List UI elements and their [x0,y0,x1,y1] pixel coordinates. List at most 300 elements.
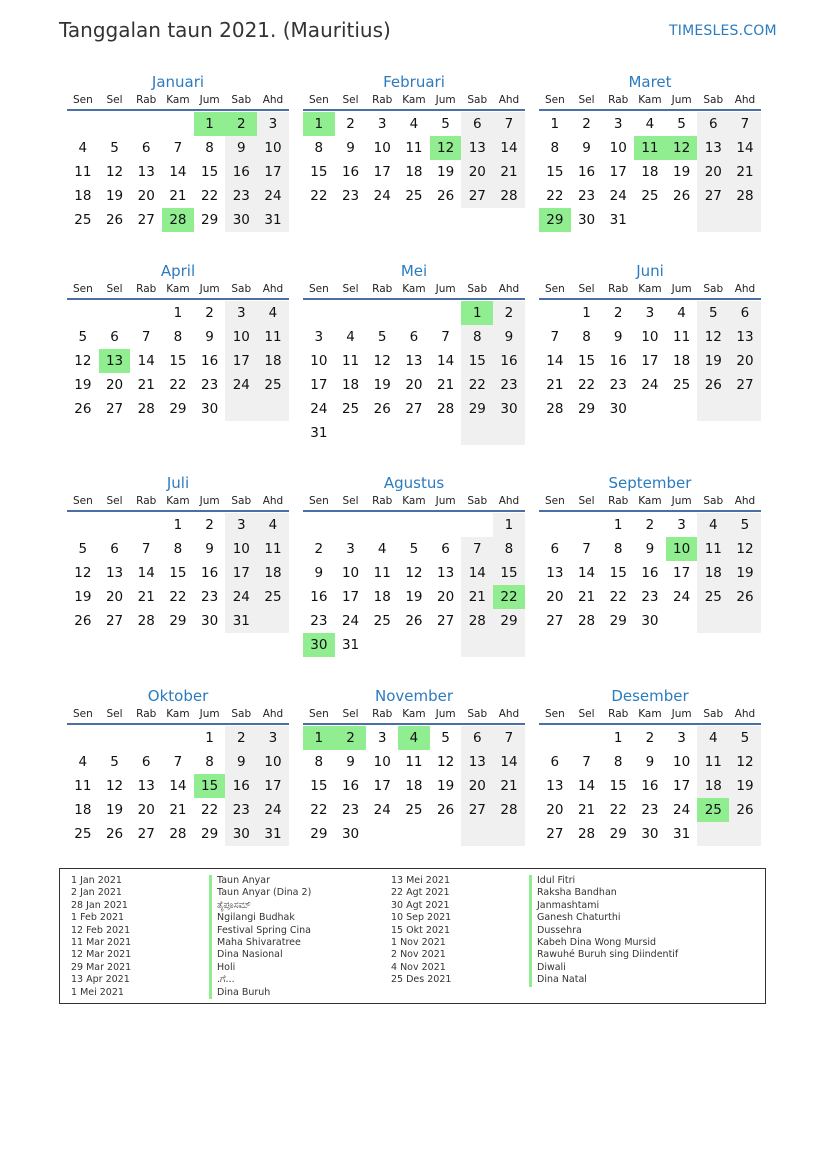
calendar-day: 6 [441,541,450,557]
calendar-day: 7 [173,140,183,156]
calendar-day: 25 [341,401,360,417]
calendar-day: 25 [405,802,423,818]
calendar-day: 16 [225,774,257,798]
calendar-day: 12 [105,778,124,794]
calendar-day: 9 [613,329,623,345]
calendar-day: 29 [201,826,219,842]
month-name: Februari [383,73,445,91]
calendar-day: 22 [310,802,328,818]
weekday-label: Sen [544,495,565,507]
calendar-day: 4 [377,541,387,557]
calendar-day: 7 [141,541,151,557]
empty-day-cell [461,513,493,537]
month-november [303,686,525,846]
weekday-label: Jum [671,708,692,720]
calendar-day: 10 [257,750,289,774]
weekday-label: Sen [72,495,93,507]
calendar-day: 23 [609,377,627,393]
calendar-day: 22 [577,377,596,393]
empty-day-cell [130,513,162,537]
empty-day-cell [303,513,335,537]
weekday-label: Sen [544,283,565,295]
calendar-day: 28 [137,401,155,417]
weekday-label: Sel [106,708,123,720]
weekday-label: Rab [372,94,393,106]
weekday-label: Ahd [734,708,756,720]
calendar-day: 18 [405,778,423,794]
calendar-day: 21 [137,589,155,605]
calendar-day: 28 [729,184,761,208]
calendar-day: 26 [729,798,761,822]
calendar-day: 2 [346,116,355,132]
weekday-header [303,283,525,300]
month-desember [539,686,761,846]
brand-link[interactable]: TIMESLES.COM [669,23,777,39]
weekday-label: Rab [136,94,157,106]
month-name: Maret [628,73,672,91]
calendar-day: 2 [582,116,591,132]
calendar-day: 6 [409,329,419,345]
weekday-label: Kam [638,708,662,720]
calendar-day: 4 [697,513,729,537]
calendar-day: 27 [729,373,761,397]
weekday-label: Jum [199,283,220,295]
empty-day-cell [430,822,462,846]
calendar-day: 29 [201,212,219,228]
weekday-label: Sen [544,94,565,106]
calendar-day: 7 [441,329,450,345]
calendar-day: 31 [257,208,289,232]
calendar-day: 30 [201,613,219,629]
empty-day-cell [697,397,729,421]
calendar-day: 24 [373,188,391,204]
calendar-day: 31 [257,822,289,846]
weekday-header [303,495,525,512]
calendar-day: 17 [257,774,289,798]
empty-day-cell [335,513,367,537]
calendar-day: 22 [546,188,564,204]
weekday-label: Jum [435,283,456,295]
calendar-day: 11 [74,778,92,794]
calendar-day: 24 [257,184,289,208]
weekday-label: Sab [703,283,724,295]
month-name: Januari [151,73,205,91]
empty-day-cell [666,397,698,421]
calendar-day: 13 [546,565,564,581]
calendar-day: 25 [673,377,691,393]
legend-holiday-name: Idul Fitri [529,875,678,887]
empty-day-cell [257,609,289,633]
calendar-day: 14 [437,353,455,369]
weekday-label: Sel [342,94,359,106]
calendar-day: 20 [137,188,155,204]
calendar-day: 23 [341,802,360,818]
month-name: April [160,262,196,280]
legend-holiday-name: Raksha Bandhan [529,887,678,899]
calendar-day: 5 [441,116,450,132]
calendar-day: 10 [341,565,360,581]
calendar-day: 25 [74,826,92,842]
calendar-day: 24 [225,585,257,609]
month-september [539,473,761,633]
calendar-day: 29 [577,401,596,417]
empty-day-cell [99,513,131,537]
empty-day-cell [67,301,99,325]
calendar-day: 26 [74,613,92,629]
calendar-day: 26 [74,401,92,417]
legend-date: 12 Mar 2021 [71,949,132,961]
calendar-day: 11 [257,325,289,349]
calendar-day: 22 [169,589,187,605]
empty-day-cell [666,609,698,633]
calendar-day: 21 [577,802,596,818]
weekday-label: Rab [136,708,157,720]
calendar-day: 18 [405,164,423,180]
calendar-day: 5 [409,541,419,557]
calendar-day: 7 [729,112,761,136]
calendar-day: 24 [341,613,360,629]
legend-holiday-name: Rawuhé Buruh sing Diindentif [529,949,678,961]
legend-holiday-name: Festival Spring Cina [209,925,311,937]
empty-day-cell [303,301,335,325]
calendar-day: 2 [493,301,525,325]
calendar-day: 8 [173,541,183,557]
calendar-day: 18 [341,377,360,393]
empty-day-cell [99,112,131,136]
calendar-day: 26 [437,802,455,818]
legend-holiday-name: Kabeh Dina Wong Mursid [529,937,678,949]
calendar-day: 18 [697,774,729,798]
month-mei [303,261,525,445]
empty-day-cell [729,208,761,232]
calendar-day: 24 [609,188,627,204]
empty-day-cell [335,421,367,445]
calendar-day: 15 [169,565,187,581]
weekday-label: Kam [638,94,662,106]
calendar-day: 16 [201,353,219,369]
calendar-day: 21 [169,188,187,204]
weekday-label: Kam [166,94,190,106]
page-title: Tanggalan taun 2021. (Mauritius) [59,18,391,42]
calendar-day: 25 [257,373,289,397]
calendar-day: 8 [493,537,525,561]
calendar-day: 29 [609,826,627,842]
empty-day-cell [366,421,398,445]
calendar-day: 4 [346,329,355,345]
calendar-day: 9 [205,329,214,345]
month-name: September [608,474,692,492]
month-juni [539,261,761,421]
weekday-label: Jum [435,94,456,106]
weekday-label: Kam [638,495,662,507]
weekday-label: Rab [608,283,629,295]
legend-holiday-name: ತೈಪೂಸಮ್ [209,900,311,912]
calendar-day: 2 [645,517,655,533]
calendar-day: 23 [225,184,257,208]
calendar-day: 3 [377,730,387,746]
calendar-day: 22 [201,188,219,204]
calendar-day: 20 [461,774,493,798]
calendar-day: 31 [341,637,360,653]
legend-date: 30 Agt 2021 [391,899,450,911]
empty-day-cell [257,397,289,421]
calendar-day: 25 [74,212,92,228]
calendar-day: 12 [105,164,124,180]
empty-day-cell [67,726,99,750]
day-grid [303,112,525,208]
calendar-day: 30 [641,613,659,629]
calendar-day: 9 [314,565,324,581]
calendar-day: 13 [105,565,124,581]
calendar-day: 24 [673,802,691,818]
weekday-label: Sab [703,94,724,106]
calendar-day: 11 [373,565,391,581]
calendar-day: 25 [405,188,423,204]
calendar-day: 21 [729,160,761,184]
calendar-day: 2 [335,726,367,750]
month-maret [539,72,761,232]
legend-date: 11 Mar 2021 [71,936,132,948]
legend-date: 28 Jan 2021 [71,899,128,911]
weekday-header [539,283,761,300]
calendar-day: 17 [609,164,627,180]
weekday-label: Sab [467,283,488,295]
calendar-day: 2 [314,541,324,557]
month-name: Juli [166,474,190,492]
empty-day-cell [130,301,162,325]
calendar-day: 19 [105,802,124,818]
calendar-day: 7 [550,329,560,345]
weekday-label: Jum [671,94,692,106]
day-grid [67,301,289,421]
weekday-label: Ahd [498,708,520,720]
calendar-day: 21 [546,377,564,393]
calendar-day: 17 [341,589,360,605]
weekday-label: Sab [231,708,252,720]
calendar-day: 17 [225,349,257,373]
weekday-label: Sen [72,94,93,106]
calendar-day: 11 [673,329,691,345]
legend-holiday-name: Ganesh Chaturthi [529,912,678,924]
weekday-label: Kam [402,495,426,507]
calendar-day: 12 [74,353,92,369]
calendar-day: 29 [493,609,525,633]
calendar-day: 1 [303,112,335,136]
calendar-day: 21 [493,160,525,184]
calendar-day: 7 [493,726,525,750]
calendar-day: 15 [493,561,525,585]
calendar-day: 10 [225,325,257,349]
calendar-day: 13 [405,353,423,369]
calendar-day: 21 [461,585,493,609]
empty-day-cell [729,397,761,421]
empty-day-cell [729,609,761,633]
weekday-label: Jum [671,283,692,295]
calendar-day: 18 [257,349,289,373]
legend-date: 15 Okt 2021 [391,924,451,936]
calendar-day: 11 [697,750,729,774]
calendar-day: 3 [346,541,355,557]
empty-day-cell [366,513,398,537]
calendar-day: 11 [697,537,729,561]
legend-date: 2 Nov 2021 [391,949,446,961]
calendar-day: 23 [641,802,659,818]
calendar-day: 26 [729,585,761,609]
calendar-day: 25 [641,188,659,204]
calendar-day: 29 [169,401,187,417]
calendar-day: 21 [169,802,187,818]
empty-day-cell [493,822,525,846]
calendar-day: 7 [582,541,591,557]
calendar-day: 10 [310,353,328,369]
weekday-label: Sab [231,495,252,507]
empty-day-cell [539,301,571,325]
empty-day-cell [729,822,761,846]
calendar-day: 22 [609,589,627,605]
calendar-day: 23 [310,613,328,629]
calendar-day: 30 [225,822,257,846]
calendar-day: 19 [729,774,761,798]
weekday-header [539,94,761,111]
calendar-day: 20 [461,160,493,184]
calendar-day: 24 [310,401,328,417]
calendar-day: 10 [225,537,257,561]
calendar-day: 22 [169,377,187,393]
calendar-day: 6 [461,726,493,750]
legend-holiday-name: Dussehra [529,925,678,937]
legend-names-col-2 [529,875,678,987]
calendar-day: 2 [225,112,257,136]
calendar-day: 23 [493,373,525,397]
calendar-day: 23 [641,589,659,605]
calendar-day: 12 [405,565,423,581]
weekday-label: Ahd [262,708,284,720]
calendar-day: 1 [461,301,493,325]
empty-day-cell [398,301,430,325]
calendar-day: 5 [110,140,119,156]
weekday-label: Rab [372,708,393,720]
weekday-label: Rab [608,495,629,507]
day-grid [539,513,761,633]
legend-holiday-name: Taun Anyar [209,875,311,887]
calendar-day: 5 [697,301,729,325]
month-name: Desember [611,687,689,705]
calendar-day: 3 [677,517,686,533]
weekday-label: Kam [638,283,662,295]
calendar-day: 12 [430,136,462,160]
calendar-day: 31 [310,425,328,441]
calendar-day: 1 [613,730,623,746]
empty-day-cell [430,301,462,325]
calendar-day: 14 [577,778,596,794]
calendar-day: 29 [310,826,328,842]
calendar-day: 5 [78,541,88,557]
calendar-day: 16 [310,589,328,605]
month-oktober [67,686,289,846]
empty-day-cell [697,822,729,846]
empty-day-cell [398,822,430,846]
calendar-day: 13 [137,778,155,794]
calendar-day: 23 [225,798,257,822]
weekday-header [67,708,289,725]
calendar-day: 30 [341,826,360,842]
calendar-day: 4 [677,305,686,321]
day-grid [67,726,289,846]
calendar-day: 25 [373,613,391,629]
holiday-legend [59,868,766,1004]
calendar-day: 17 [641,353,659,369]
calendar-day: 20 [546,802,564,818]
calendar-day: 20 [137,802,155,818]
day-grid [303,513,525,657]
calendar-day: 13 [546,778,564,794]
calendar-day: 6 [110,329,119,345]
empty-day-cell [697,609,729,633]
empty-day-cell [571,513,603,537]
calendar-day: 4 [409,116,419,132]
calendar-day: 26 [373,401,391,417]
calendar-day: 27 [546,826,564,842]
weekday-label: Jum [199,94,220,106]
empty-day-cell [335,301,367,325]
calendar-day: 12 [729,750,761,774]
weekday-label: Sab [231,94,252,106]
calendar-day: 14 [169,164,187,180]
calendar-day: 19 [437,164,455,180]
weekday-label: Ahd [734,283,756,295]
calendar-day: 27 [461,184,493,208]
calendar-day: 10 [641,329,659,345]
calendar-day: 4 [257,513,289,537]
weekday-label: Sab [467,495,488,507]
calendar-day: 28 [162,208,194,232]
calendar-day: 17 [225,561,257,585]
calendar-day: 8 [550,140,560,156]
weekday-label: Kam [166,708,190,720]
calendar-day: 6 [697,112,729,136]
legend-holiday-name: Taun Anyar (Dina 2) [209,887,311,899]
calendar-day: 22 [493,585,525,609]
legend-date: 29 Mar 2021 [71,961,132,973]
calendar-day: 14 [729,136,761,160]
calendar-day: 13 [729,325,761,349]
empty-day-cell [539,513,571,537]
empty-day-cell [697,208,729,232]
calendar-day: 14 [546,353,564,369]
calendar-day: 9 [493,325,525,349]
calendar-day: 11 [405,140,423,156]
calendar-day: 3 [645,305,655,321]
calendar-day: 15 [546,164,564,180]
calendar-day: 30 [201,401,219,417]
empty-day-cell [366,633,398,657]
empty-day-cell [539,726,571,750]
calendar-day: 9 [346,140,355,156]
calendar-day: 13 [99,349,131,373]
calendar-day: 8 [314,754,324,770]
weekday-label: Sel [106,94,123,106]
calendar-day: 31 [673,826,691,842]
calendar-day: 28 [577,613,596,629]
weekday-label: Kam [402,283,426,295]
legend-holiday-name: Dina Nasional [209,949,311,961]
weekday-label: Sel [342,708,359,720]
calendar-day: 1 [205,730,214,746]
calendar-day: 12 [74,565,92,581]
calendar-day: 27 [105,401,124,417]
weekday-label: Sen [308,495,329,507]
weekday-label: Kam [166,283,190,295]
